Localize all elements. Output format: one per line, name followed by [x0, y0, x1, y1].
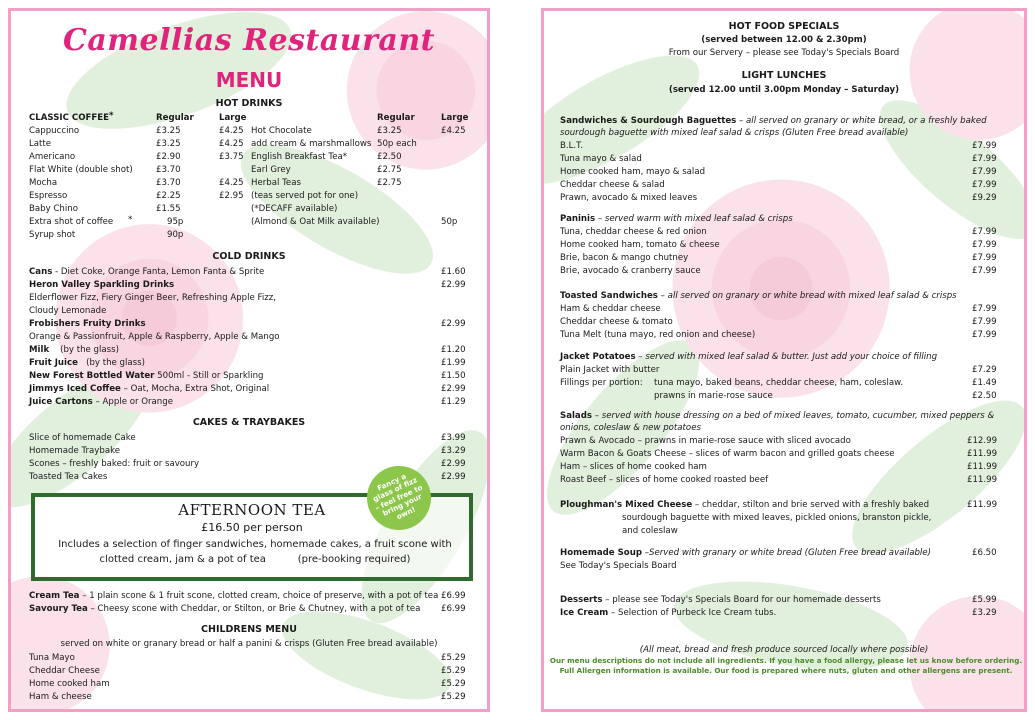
- water-label: New Forest Bottled Water: [29, 371, 155, 381]
- water-price: £1.50: [441, 371, 466, 381]
- jacket-label: Jacket Potatoes: [560, 352, 636, 362]
- menu-item-name: B.L.T.: [560, 141, 584, 151]
- toasted-desc: – all served on granary or white bread with mixed leaf salad & crisps: [657, 291, 957, 301]
- coffee-name: Cappuccino: [29, 126, 80, 136]
- toasted-label: Toasted Sandwiches: [560, 291, 658, 301]
- drink-name: Earl Grey: [251, 165, 291, 175]
- water-line: [29, 370, 263, 382]
- hot-food-specials-heading: HOT FOOD SPECIALS: [728, 21, 840, 32]
- prawns-name: prawns in marie-rose sauce: [654, 391, 773, 401]
- soup-label: Homemade Soup: [560, 548, 642, 558]
- jacket-desc: – served with mixed leaf salad & butter. Just add your choice of filling: [635, 352, 938, 362]
- water-desc: 500ml - Still or Sparkling: [154, 371, 264, 381]
- extra-shot-star: *: [128, 215, 133, 225]
- fillings-label: Fillings per portion:: [560, 378, 643, 388]
- drink-regular: £2.50: [377, 152, 402, 162]
- cake-price: £3.29: [441, 446, 466, 456]
- sandwiches-label: Sandwiches & Sourdough Baguettes: [560, 116, 737, 126]
- coffee-large: £4.25: [219, 126, 244, 136]
- cans-line: [29, 266, 264, 278]
- local-produce-note: (All meat, bread and fresh produce sourced locally where possible): [639, 645, 929, 655]
- cartons-label: Juice Cartons: [29, 397, 93, 407]
- menu-item-price: £7.99: [972, 180, 997, 190]
- menu-item-price: £12.99: [967, 436, 998, 446]
- milk-desc: (by the glass): [49, 345, 119, 355]
- coffee-regular: £3.25: [156, 139, 181, 149]
- desserts-desc: – please see Today's Specials Board for our homemade desserts: [602, 595, 881, 605]
- desserts-price: £5.99: [972, 595, 997, 605]
- menu-item-name: Prawn & Avocado – prawns in marie-rose sauce with sliced avocado: [560, 436, 851, 446]
- frobishers-label: Frobishers Fruity Drinks: [29, 319, 146, 329]
- menu-item-price: £11.99: [967, 475, 998, 485]
- soup-price: £6.50: [972, 548, 997, 558]
- desserts-label: Desserts: [560, 595, 603, 605]
- cans-label: Cans: [29, 267, 53, 277]
- coffee-name: Baby Chino: [29, 204, 78, 214]
- menu-item-price: £7.99: [972, 330, 997, 340]
- cream-tea-line: [29, 590, 438, 602]
- child-item-name: Tuna Mayo: [29, 653, 75, 663]
- milk-label: Milk: [29, 345, 50, 355]
- menu-item-name: Home cooked ham, mayo & salad: [560, 167, 706, 177]
- prawns-price: £2.50: [972, 391, 997, 401]
- menu-item-price: £11.99: [967, 462, 998, 472]
- coffee-regular: £2.90: [156, 152, 181, 162]
- heron-price: £2.99: [441, 280, 466, 290]
- menu-item-price: £9.29: [972, 193, 997, 203]
- savoury-tea-price: £6.99: [441, 604, 466, 614]
- light-lunches-heading: LIGHT LUNCHES: [741, 70, 827, 81]
- specials-note: From our Servery – please see Today's Specials Board: [668, 48, 900, 58]
- menu-item-name: Ham & cheddar cheese: [560, 304, 661, 314]
- cartons-line: [29, 396, 173, 408]
- iced-label: Jimmys Iced Coffee: [29, 384, 121, 394]
- salads-desc1: – served with house dressing on a bed of mixed leaves, tomato, cucumber, mixed peppers &: [592, 411, 995, 421]
- menu-item-name: Tuna Melt (tuna mayo, red onion and cheese): [560, 330, 756, 340]
- cans-price: £1.60: [441, 267, 466, 277]
- childrens-subtitle: served on white or granary bread or half a panini & crisps (Gluten Free bread available): [60, 639, 438, 649]
- extra-shot-name: Extra shot of coffee: [29, 217, 114, 227]
- drink-regular: £2.75: [377, 178, 402, 188]
- jacket-line: [560, 351, 937, 363]
- savoury-tea-desc: – Cheesy scone with Cheddar, or Stilton, or Brie & Chutney, with a pot of tea: [87, 604, 421, 614]
- savoury-tea-line: [29, 603, 420, 615]
- coffee-large: £2.95: [219, 191, 244, 201]
- drink-large: 50p: [441, 217, 458, 227]
- classic-coffee-star: *: [109, 111, 114, 121]
- menu-item-name: Home cooked ham, tomato & cheese: [560, 240, 720, 250]
- ice-cream-label: Ice Cream: [560, 608, 609, 618]
- ice-cream-desc: – Selection of Purbeck Ice Cream tubs.: [608, 608, 777, 618]
- juice-line: [29, 357, 145, 369]
- child-item-name: Cheddar Cheese: [29, 666, 100, 676]
- light-lunches-time: (served 12.00 until 3.00pm Monday – Saturday): [668, 85, 900, 95]
- col-large-other: Large: [441, 113, 469, 123]
- childrens-heading: CHILDRENS MENU: [201, 624, 297, 635]
- menu-item-price: £7.99: [972, 253, 997, 263]
- menu-item-price: £7.99: [972, 154, 997, 164]
- specials-time: (served between 12.00 & 2.30pm): [701, 35, 867, 45]
- extra-shot-price: 95p: [167, 217, 184, 227]
- drink-name: Hot Chocolate: [251, 126, 312, 136]
- cartons-price: £1.29: [441, 397, 466, 407]
- coffee-regular: £2.25: [156, 191, 181, 201]
- iced-line: [29, 383, 269, 395]
- coffee-name: Latte: [29, 139, 52, 149]
- juice-desc: (by the glass): [77, 358, 145, 368]
- syrup-shot-name: Syrup shot: [29, 230, 76, 240]
- child-item-price: £5.29: [441, 666, 466, 676]
- menu-title: MENU: [215, 68, 283, 92]
- coffee-name: Flat White (double shot): [29, 165, 133, 175]
- menu-item-name: Cheddar cheese & tomato: [560, 317, 673, 327]
- salads-line1: [560, 410, 994, 422]
- cake-name: Homemade Traybake: [29, 446, 121, 456]
- fizz-badge: Fancy a glass of fizz – feel free to bring your own!: [356, 455, 441, 540]
- drink-name: Herbal Teas: [251, 178, 301, 188]
- menu-item-price: £7.99: [972, 304, 997, 314]
- milk-line: [29, 344, 119, 356]
- fillings-price: £1.49: [972, 378, 997, 388]
- toasted-line: [560, 290, 957, 302]
- frobishers-line2: Orange & Passionfruit, Apple & Raspberry, Apple & Mango: [29, 332, 280, 342]
- menu-item-price: £7.99: [972, 141, 997, 151]
- salads-desc2: onions, coleslaw & new potatoes: [560, 423, 701, 433]
- menu-item-name: Brie, bacon & mango chutney: [560, 253, 689, 263]
- drink-name: (Almond & Oat Milk available): [251, 217, 380, 227]
- heron-label: Heron Valley Sparkling Drinks: [29, 280, 175, 290]
- frobishers-price: £2.99: [441, 319, 466, 329]
- cake-name: Scones – freshly baked: fruit or savoury: [29, 459, 200, 469]
- coffee-name: Mocha: [29, 178, 58, 188]
- ice-cream-line: [560, 607, 776, 619]
- coffee-name: Americano: [29, 152, 76, 162]
- menu-item-name: Cheddar cheese & salad: [560, 180, 665, 190]
- ploughman-price: £11.99: [967, 500, 998, 510]
- drink-regular: 50p each: [377, 139, 417, 149]
- ploughman-desc3: and coleslaw: [622, 526, 678, 536]
- menu-item-price: £7.99: [972, 227, 997, 237]
- juice-price: £1.99: [441, 358, 466, 368]
- soup-desc: –Served with granary or white bread (Gluten Free bread available): [641, 548, 931, 558]
- child-item-price: £5.29: [441, 692, 466, 702]
- ploughman-desc1: – cheddar, stilton and brie served with a freshly baked: [692, 500, 930, 510]
- cold-drinks-heading: COLD DRINKS: [212, 251, 286, 262]
- heron-line2: Elderflower Fizz, Fiery Ginger Beer, Refreshing Apple Fizz,: [29, 293, 276, 303]
- soup-line: [560, 547, 931, 559]
- afternoon-tea-price: £16.50 per person: [201, 521, 303, 534]
- jacket-plain-name: Plain Jacket with butter: [560, 365, 660, 375]
- paninis-desc: – served warm with mixed leaf salad & crisps: [595, 214, 793, 224]
- cakes-heading: CAKES & TRAYBAKES: [192, 417, 306, 428]
- cartons-desc: – Apple or Orange: [92, 397, 173, 407]
- coffee-regular: £3.70: [156, 165, 181, 175]
- menu-item-name: Brie, avocado & cranberry sauce: [560, 266, 701, 276]
- drink-name: English Breakfast Tea*: [251, 152, 348, 162]
- juice-label: Fruit Juice: [29, 358, 78, 368]
- drink-regular: £3.25: [377, 126, 402, 136]
- menu-item-name: Prawn, avocado & mixed leaves: [560, 193, 698, 203]
- menu-item-price: £7.99: [972, 167, 997, 177]
- afternoon-tea-title: AFTERNOON TEA: [178, 501, 326, 519]
- cream-tea-label: Cream Tea: [29, 591, 80, 601]
- ice-cream-price: £3.29: [972, 608, 997, 618]
- menu-item-price: £7.99: [972, 240, 997, 250]
- heron-line3: Cloudy Lemonade: [29, 306, 107, 316]
- menu-item-name: Roast Beef – slices of home cooked roasted beef: [560, 475, 769, 485]
- cans-desc: - Diet Coke, Orange Fanta, Lemon Fanta & Sprite: [52, 267, 265, 277]
- desserts-line: [560, 594, 881, 606]
- drink-name: (teas served pot for one): [251, 191, 359, 201]
- child-item-price: £5.29: [441, 653, 466, 663]
- cake-price: £3.99: [441, 433, 466, 443]
- savoury-tea-label: Savoury Tea: [29, 604, 88, 614]
- col-regular-coffee: Regular: [156, 113, 194, 123]
- ploughman-desc2: sourdough baguette with mixed leaves, pickled onions, branston pickle,: [622, 513, 932, 523]
- paninis-line: [560, 213, 793, 225]
- drink-name: (*DECAFF available): [251, 204, 338, 214]
- sandwiches-desc2: sourdough baguette with mixed leaf salad & crisps (Gluten Free bread available): [560, 128, 909, 138]
- coffee-large: £4.25: [219, 139, 244, 149]
- jacket-plain-price: £7.29: [972, 365, 997, 375]
- drink-large: £4.25: [441, 126, 466, 136]
- allergen-note: Our menu descriptions do not include all ingredients. If you have a food allergy, please let us know before ordering. Full Allergen information is available. Our food is prepared where nuts, gluten and other allergens are present.: [549, 656, 1023, 675]
- cake-name: Slice of homemade Cake: [29, 433, 136, 443]
- milk-price: £1.20: [441, 345, 466, 355]
- classic-coffee-header: CLASSIC COFFEE: [29, 113, 110, 123]
- menu-item-price: £7.99: [972, 266, 997, 276]
- soup-line2: See Today's Specials Board: [560, 561, 677, 571]
- col-large-coffee: Large: [219, 113, 247, 123]
- drink-regular: £2.75: [377, 165, 402, 175]
- ploughman-line1: [560, 499, 929, 511]
- child-item-name: Ham & cheese: [29, 692, 92, 702]
- cake-price: £2.99: [441, 472, 466, 482]
- menu-page-right: [541, 8, 1027, 712]
- restaurant-title: Camellias Restaurant: [62, 23, 436, 58]
- menu-item-name: Tuna mayo & salad: [560, 154, 642, 164]
- cake-name: Toasted Tea Cakes: [29, 472, 108, 482]
- syrup-shot-price: 90p: [167, 230, 184, 240]
- salads-label: Salads: [560, 411, 592, 421]
- ploughman-label: Ploughman's Mixed Cheese: [560, 500, 693, 510]
- afternoon-tea-desc: Includes a selection of finger sandwiches, homemade cakes, a fruit scone with clotted cream, jam & a pot of tea (pre-booking required): [58, 539, 455, 565]
- cream-tea-desc: – 1 plain scone & 1 fruit scone, clotted cream, choice of preserve, with a pot of tea: [79, 591, 439, 601]
- coffee-large: £3.75: [219, 152, 244, 162]
- col-regular-other: Regular: [377, 113, 415, 123]
- child-item-price: £5.29: [441, 679, 466, 689]
- menu-page-left: [8, 8, 490, 712]
- menu-item-price: £7.99: [972, 317, 997, 327]
- iced-desc: – Oat, Mocha, Extra Shot, Original: [120, 384, 270, 394]
- coffee-regular: £3.70: [156, 178, 181, 188]
- hot-drinks-heading: HOT DRINKS: [215, 98, 283, 109]
- cream-tea-price: £6.99: [441, 591, 466, 601]
- coffee-name: Espresso: [29, 191, 68, 201]
- menu-item-name: Ham – slices of home cooked ham: [560, 462, 707, 472]
- coffee-regular: £1.55: [156, 204, 181, 214]
- iced-price: £2.99: [441, 384, 466, 394]
- sandwiches-line1: [560, 115, 987, 127]
- sandwiches-desc1: – all served on granary or white bread, or a freshly baked: [736, 116, 987, 126]
- menu-item-name: Tuna, cheddar cheese & red onion: [560, 227, 707, 237]
- menu-item-price: £11.99: [967, 449, 998, 459]
- menu-item-name: Warm Bacon & Goats Cheese – slices of warm bacon and grilled goats cheese: [560, 449, 895, 459]
- cake-price: £2.99: [441, 459, 466, 469]
- coffee-regular: £3.25: [156, 126, 181, 136]
- fillings-name: tuna mayo, baked beans, cheddar cheese, ham, coleslaw.: [654, 378, 904, 388]
- drink-name: add cream & marshmallows: [251, 139, 372, 149]
- coffee-large: £4.25: [219, 178, 244, 188]
- paninis-label: Paninis: [560, 214, 596, 224]
- child-item-name: Home cooked ham: [29, 679, 110, 689]
